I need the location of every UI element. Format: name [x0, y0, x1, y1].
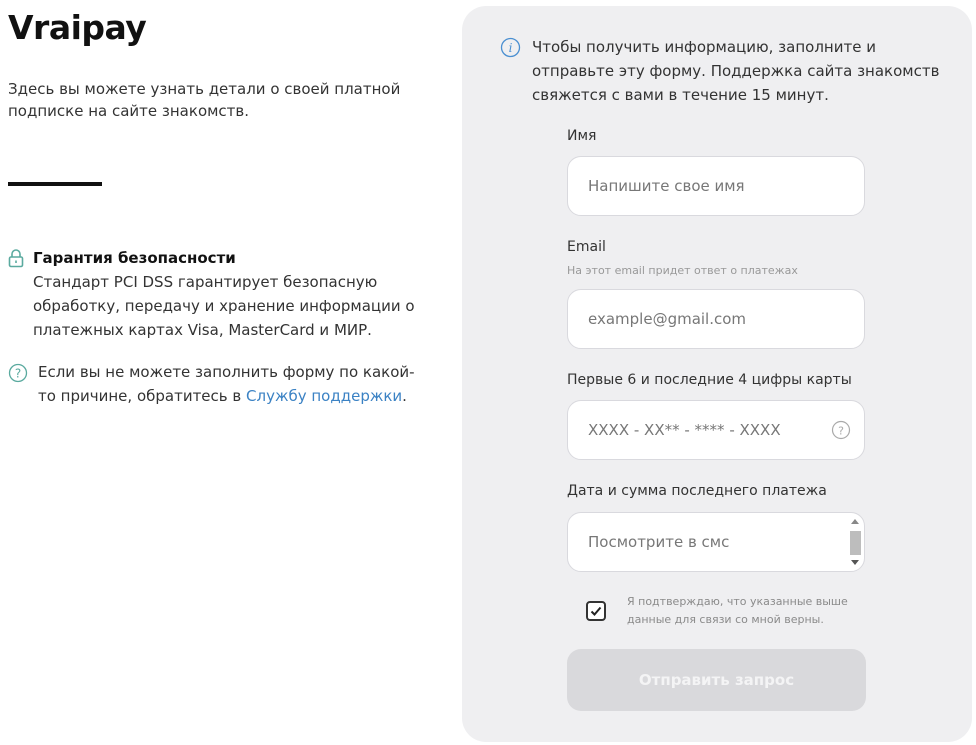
question-circle-icon [8, 363, 28, 383]
card-input[interactable] [588, 401, 828, 459]
check-icon [590, 605, 602, 617]
help-block [8, 360, 418, 408]
support-link[interactable]: Службу поддержки [246, 387, 403, 405]
consent-checkbox[interactable] [586, 601, 606, 621]
email-field[interactable] [567, 289, 865, 349]
security-text: Стандарт PCI DSS гарантирует безопасную обработку, передачу и хранение информации о платежных картах Visa, MasterCard и МИР. [33, 273, 415, 339]
email-label: Email [567, 239, 606, 255]
security-block [8, 246, 418, 342]
info-icon [500, 37, 521, 58]
name-field[interactable] [567, 156, 865, 216]
intro-text: Здесь вы можете узнать детали о своей платной подписке на сайте знакомств. [8, 80, 401, 120]
lock-icon [8, 248, 24, 268]
card-label: Первые 6 и последние 4 цифры карты [567, 372, 852, 388]
card-field[interactable] [567, 400, 865, 460]
security-title: Гарантия безопасности [33, 249, 236, 267]
submit-button[interactable]: Отправить запрос [567, 649, 866, 711]
payment-field[interactable] [567, 512, 865, 572]
scroll-up-icon[interactable] [851, 519, 859, 524]
email-input[interactable] [588, 290, 828, 348]
scroll-thumb[interactable] [850, 531, 861, 555]
name-input[interactable] [588, 157, 828, 215]
consent-text: Я подтверждаю, что указанные выше данные для связи со мной верны. [627, 595, 848, 626]
form-info-text: Чтобы получить информацию, заполните и отправьте эту форму. Поддержка сайта знакомств свяжется с вами в течение 15 минут. [532, 38, 940, 104]
svg-text:?: ? [14, 366, 22, 381]
payment-scrollbar[interactable] [848, 514, 863, 570]
divider [8, 182, 102, 186]
card-help-icon[interactable] [831, 420, 851, 440]
brand-logo: Vraipay [8, 8, 147, 47]
svg-text:?: ? [838, 424, 844, 438]
scroll-down-icon[interactable] [851, 560, 859, 565]
svg-text:i: i [508, 41, 513, 55]
email-hint: На этот email придет ответ о платежах [567, 264, 798, 277]
name-label: Имя [567, 128, 597, 144]
payment-input[interactable] [588, 513, 828, 571]
payment-label: Дата и сумма последнего платежа [567, 483, 827, 499]
help-text: Если вы не можете заполнить форму по какой-то причине, обратитесь в Службу поддержки. [38, 363, 415, 405]
